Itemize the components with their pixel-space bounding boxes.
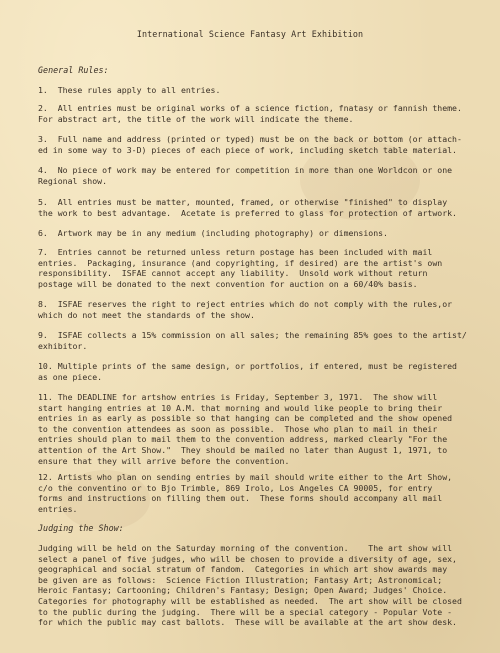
judging-paragraph: Judging will be held on the Saturday morning of the convention. The art show will select a panel of five judges, who will be chosen to provide a diversity of age, sex, geographical and social stratum of fandom. Categories in which art show awards may be given are as follows: Science Fiction Illustration; Fantasy Art; Astronomical; Heroic Fantasy; Cartooning; Children's Fantasy; Design; Open Award; Judges' Choice. Categories for photography will be established as needed. The art show will be closed to the public during the judging. There will be a special category - Popular Vote - for which the public may cast ballots. These will be available at the art show desk. bbox=[38, 543, 462, 628]
rule-10: 10. Multiple prints of the same design, or portfolios, if entered, must be registered as one piece. bbox=[38, 361, 457, 382]
rule-6: 6. Artwork may be in any medium (including photography) or dimensions. bbox=[38, 228, 388, 238]
rule-11: 11. The DEADLINE for artshow entries is Friday, September 3, 1971. The show will start hanging entries at 10 A.M. that morning and would like people to bring their entries in as early as possible so that hanging can be completed and the show opened to the convention attendees as soon as possible. Those who plan to mail in their entries should plan to mail them to the convention address, marked clearly "For the attention of the Art Show." They should be mailed no later than August 1, 1971, to ensure that they will arrive before the convention. bbox=[38, 392, 453, 466]
rule-12: 12. Artists who plan on sending entries by mail should write either to the Art Show, c/o the conventino or to Bjo Trimble, 869 Irolo, Los Angeles CA 90005, for entry forms and instructions on filling them out. These forms should accompany all mail entries. bbox=[38, 472, 453, 514]
rule-1: 1. These rules apply to all entries. bbox=[38, 85, 221, 95]
rule-8: 8. ISFAE reserves the right to reject entries which do not comply with the rules,or which do not meet the standards of the show. bbox=[38, 299, 453, 320]
document-title: International Science Fantasy Art Exhibition bbox=[136, 29, 364, 39]
rule-2: 2. All entries must be original works of a science fiction, fnatasy or fannish theme. For abstract art, the title of the work will indicate the theme. bbox=[38, 103, 462, 124]
rule-4: 4. No piece of work may be entered for competition in more than one Worldcon or one Regional show. bbox=[38, 165, 453, 186]
rule-5: 5. All entries must be matter, mounted, framed, or otherwise "finished" to display the work to best advantage. Acetate is preferred to glass for protection of artwork. bbox=[38, 197, 457, 218]
rule-3: 3. Full name and address (printed or typed) must be on the back or bottom (or attach- ed in some way to 3-D) pieces of each piece of work, including sketch table material. bbox=[38, 134, 462, 155]
judging-heading: Judging the Show: bbox=[38, 523, 124, 533]
general-rules-heading: General Rules: bbox=[38, 65, 109, 75]
rule-9: 9. ISFAE collects a 15% commission on all sales; the remaining 85% goes to the artist/ exhibitor. bbox=[38, 330, 467, 351]
rule-7: 7. Entries cannot be returned unless return postage has been included with mail entries. Packaging, insurance (and copyrighting, if desired) are the artist's own responsibility. ISFAE cannot accept any liability. Unsold work without return postage will be donated to the next convention for auction on a 60/40% basis. bbox=[38, 247, 443, 289]
